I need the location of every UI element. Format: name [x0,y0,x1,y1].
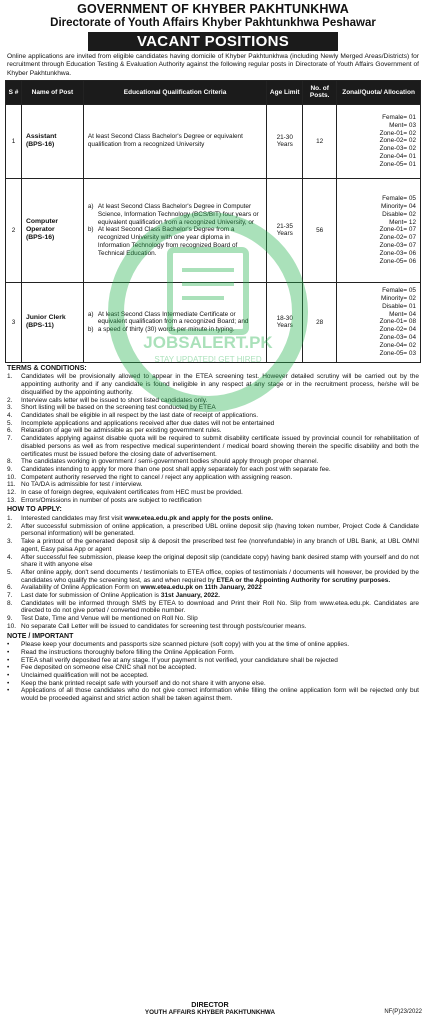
item-text: ETEA shall verify deposited fee at any stage. If your payment is not verified, your candidature shall be rejected [21,656,338,664]
item-text-part: Last date for submission of Online Application is [21,592,161,600]
item-text: Interview calls letter will be issued to short listed candidates only. [21,396,208,404]
item-text [21,515,419,523]
note-heading: NOTE / IMPORTANT [7,632,74,640]
how-to-apply-item [7,623,419,631]
column-header: Age Limit [267,80,303,104]
item-text-part: Interested candidates may first visit [21,515,125,523]
item-text: Unclaimed qualification will not be accepted. [21,671,149,679]
item-text [21,554,419,569]
terms-item [7,420,419,428]
item-text: No TA/DA is admissible for test / interview. [21,481,143,489]
note-item [7,687,419,702]
age-unit: Years [276,322,293,330]
posts-table [5,80,421,363]
terms-item [7,404,419,412]
quota-line: Zone-03= 06 [379,250,416,258]
quota-line: Disable= 02 [382,210,416,218]
terms-list [3,373,423,504]
qualification-item [88,311,262,327]
terms-item [7,481,419,489]
government-title: GOVERNMENT OF KHYBER PAKHTUNKHWA [77,2,349,16]
note-item [7,672,419,680]
how-to-apply-item [7,554,419,569]
item-text-part: Test Date, Time and Venue will be mentioned on Roll No. Slip [21,615,198,623]
age-range: 21-30 [276,134,293,142]
bullet-icon: • [7,664,10,672]
column-header: Educational Qualification Criteria [83,80,266,104]
item-number: 2. [7,396,13,404]
post-cell [21,282,83,362]
age-unit: Years [276,141,293,149]
item-text: Keep the bank printed receipt safe with yourself and do not share it with anyone else. [21,679,266,687]
qualification-item [88,203,262,227]
bullet-icon: • [7,679,10,687]
posts-count-cell: 28 [303,282,337,362]
post-scale: (BPS-11) [25,322,54,330]
qualification-list [88,203,262,258]
note-item [7,641,419,649]
qualification-list [88,133,262,149]
item-text: Short listing will be based on the screening test conducted by ETEA [21,404,216,412]
director-title: DIRECTOR [191,1000,229,1009]
item-number: 7. [7,435,13,443]
item-text: Read the instructions thoroughly before filling the Online Application Form. [21,648,235,656]
how-to-apply-item [7,515,419,523]
qualification-item [88,326,262,334]
watermark-tagline: STAY UPDATED! GET HIRED [154,355,262,364]
item-text: The candidates working in government / semi-government bodies should apply through proper channel. [21,458,319,466]
item-text-part: Candidates will be informed through SMS by ETEA to download and Print their Roll No. Slip from www.etea.edu.pk. Candidates are directed to do not give ported / converted mobile number. [21,599,419,615]
item-text: Errors/Omissions in number of posts are subject to rectification [21,496,202,504]
item-text [21,615,419,623]
item-text: Fee deposited on someone else CNIC shall not be accepted. [21,664,197,672]
vacant-positions-banner: VACANT POSITIONS [88,32,338,51]
bullet-icon: • [7,648,10,656]
note-item [7,657,419,665]
item-text: Candidates will be provisionally allowed to appear in the ETEA screening test. However detailed scrutiny will be carried out by the appointing authority and if any candidate is found ineligible in any respect at any stage or in the recruitment process, he/she will be disqualified by the appointing authority. [21,373,419,396]
reference-number: NF(P)23/2022 [384,1009,422,1015]
note-list [3,641,423,703]
quota-line: Female= 05 [382,286,416,294]
quota-line: Zone-04= 01 [379,153,416,161]
item-text-bold: ETEA or the Appointing Authority for scrutiny purposes. [216,576,391,584]
bullet-icon: • [7,687,10,695]
quota-line: Zone-02= 07 [379,234,416,242]
how-to-apply-heading: HOW TO APPLY: [7,506,62,514]
item-number: 3. [7,538,13,546]
quota-line: Ment= 03 [389,121,416,129]
qualification-cell [83,282,266,362]
terms-item [7,489,419,497]
age-cell [267,282,303,362]
quota-line: Zone-04= 02 [379,342,416,350]
serial-cell: 1 [6,104,22,178]
note-item [7,680,419,688]
qualification-marker: a) [87,310,94,318]
quota-line: Female= 05 [382,194,416,202]
bullet-icon: • [7,641,10,649]
quota-line: Zone-03= 02 [379,145,416,153]
quota-line: Minority= 02 [381,294,416,302]
age-unit: Years [276,230,293,238]
terms-item [7,435,419,458]
item-number: 3. [7,404,13,412]
terms-item [7,458,419,466]
quota-line: Zone-01= 07 [379,226,416,234]
how-to-apply-item [7,615,419,623]
table-row [6,178,421,282]
item-text-bold: www.etea.edu.pk on 11th January, 2022 [140,584,262,592]
item-number: 6. [7,427,13,435]
age-cell [267,104,303,178]
quota-line: Zone-01= 02 [379,129,416,137]
quota-line: Zone-03= 07 [379,242,416,250]
quota-line: Female= 01 [382,113,416,121]
item-text: In case of foreign degree, equivalent certificates from HEC must be provided. [21,489,243,497]
watermark-text: JOBSALERT.PK [143,333,273,352]
item-text: Candidates shall be eligible in all respect by the last date of receipt of applications. [21,412,259,419]
item-number: 5. [7,419,13,427]
quota-cell [337,104,421,178]
item-number: 6. [7,584,13,592]
terms-item [7,466,419,474]
qualification-item [88,226,262,258]
qualification-text: a speed of thirty (30) words per minute in typing. [97,326,235,334]
quota-line: Zone-02= 02 [379,137,416,145]
item-text [21,538,419,553]
column-header: Zonal/Quota/ Allocation [337,80,421,104]
item-text-bold: www.etea.edu.pk and apply for the posts online. [124,515,273,523]
quota-line: Zone-03= 04 [379,334,416,342]
table-row [6,104,421,178]
how-to-apply-list [3,515,423,631]
age-range: 18-30 [276,315,293,323]
qualification-text: At least Second Class Intermediate Certificate or equivalent qualification from a recognized Board; and [97,310,249,326]
item-text [21,584,419,592]
item-text [21,523,419,538]
terms-heading: TERMS & CONDITIONS: [7,364,87,372]
table-header-row [6,80,421,104]
item-number: 9. [7,465,13,473]
post-name: Computer Operator [25,218,59,234]
item-number: 4. [7,553,13,561]
column-header: S # [6,80,22,104]
item-text: Please keep your documents and passports size scanned picture (soft copy) with you at the time of online applies. [21,641,350,649]
qualification-marker: b) [87,226,94,234]
terms-item [7,397,419,405]
item-number: 9. [7,615,13,623]
terms-item [7,474,419,482]
item-number: 4. [7,412,13,419]
table-body [6,104,421,362]
quota-line: Zone-05= 03 [379,350,416,358]
quota-line: Zone-01= 08 [379,318,416,326]
quota-cell [337,282,421,362]
qualification-cell [83,104,266,178]
item-text-part: Take a printout of the generated deposit slip & deposit the prescribed test fee (nonrefundable) in any branch of UBL Bank, at UBL OMNI agent, Easy paisa App or agent [21,538,419,553]
item-number: 12. [7,489,17,497]
item-number: 8. [7,599,13,607]
item-number: 2. [7,522,13,530]
item-text: Relaxation of age will be admissible as per existing government rules. [21,427,222,435]
item-text [21,600,419,615]
item-text-bold: 31st January, 2022. [160,592,220,600]
item-text: Competent authority reserved the right to cancel / reject any application with assigning reason. [21,473,293,481]
item-text [21,569,419,584]
terms-item [7,497,419,505]
post-name: Junior Clerk [25,314,66,322]
post-name: Assistant [25,133,57,141]
qualification-cell [83,178,266,282]
how-to-apply-item [7,584,419,592]
serial-cell: 2 [6,178,22,282]
qualification-text: At least Second Class Bachelor's Degree or equivalent qualification from a recognized University [87,133,243,149]
posts-count-cell: 12 [303,104,337,178]
post-scale: (BPS-16) [25,234,55,242]
how-to-apply-item [7,569,419,584]
terms-item [7,373,419,396]
item-number: 13. [7,496,17,504]
how-to-apply-item [7,600,419,615]
quota-line: Ment= 04 [389,310,416,318]
item-number: 1. [7,373,13,381]
posts-count-cell: 56 [303,178,337,282]
table-row [6,282,421,362]
item-number: 7. [7,592,13,600]
item-text-part: After successful submission of online application, a prescribed UBL online deposit slip (having token number, Project Code & Candidate personal information) will be generated. [21,522,419,538]
column-header: No. of Posts. [303,80,337,104]
quota-line: Ment= 12 [389,218,416,226]
item-text: Candidates intending to apply for more than one post shall apply separately for each post with separate fee. [21,465,331,473]
note-item [7,649,419,657]
item-text: Applications of all those candidates who do not give correct information while filling the online application form will be rejected only but would be proceeded against and strict action shall be taken against them. [21,687,419,703]
directorate-signature: YOUTH AFFAIRS KHYBER PAKHTUNKHWA [144,1009,276,1016]
intro-paragraph: Online applications are invited from eligible candidates having domicile of Khyber Pakhtunkhwa (including Newly Merged Areas/Districts) for recruitment through Education Testing & Evaluation Authority against the following regular posts in Directorate of Youth Affairs Government of Khyber Pakhtunkhwa. [7,53,419,77]
post-cell [21,104,83,178]
item-text [21,623,419,631]
item-text-part: No separate Call Letter will be issued to candidates for screening test through posts/courier means. [21,622,307,630]
serial-cell: 3 [6,282,22,362]
directorate-title: Directorate of Youth Affairs Khyber Pakhtunkhwa Peshawar [50,17,376,29]
item-number: 8. [7,458,13,466]
qualification-list [88,311,262,335]
quota-line: Zone-05= 06 [379,258,416,266]
note-item [7,664,419,672]
age-range: 21-35 [276,223,293,231]
how-to-apply-item [7,592,419,600]
item-text: Candidates applying against disable quota will be required to submit disability certificate issued by provincial council for rehabilitation of disabled persons as well as from respective medical superintendent / medical board showing therein the specific disability and both the certificates must be issued before the closing date of advertisement. [21,435,419,458]
item-number: 10. [7,622,17,630]
item-text-part: After online apply, don't send documents / testimonials to ETEA office, copies of testimonials / documents will however, be provided by the candidates who qualify the screening test, as and when required by [21,568,419,584]
bullet-icon: • [7,671,10,679]
terms-item [7,412,419,420]
quota-line: Minority= 04 [381,202,416,210]
quota-line: Disable= 01 [382,302,416,310]
how-to-apply-item [7,538,419,553]
advertisement [3,2,423,1022]
how-to-apply-item [7,523,419,538]
quota-line: Zone-02= 04 [379,326,416,334]
qualification-item [88,133,262,149]
bullet-icon: • [7,656,10,664]
qualification-text: At least Second Class Bachelor's Degree from a recognized University with one year diploma in Information Technology from recognized Board of Technical Education. [97,226,238,258]
age-cell [267,178,303,282]
post-cell [21,178,83,282]
item-number: 5. [7,568,13,576]
item-number: 11. [7,481,16,489]
qualification-marker: a) [87,202,94,210]
qualification-text: At least Second Class Bachelor's Degree in Computer Science, Information Technology (BCS/BIT) four years or equivalent qualification from a recognized University, or [97,202,259,226]
item-text: Incomplete applications and applications received after due dates will not be entertained [21,419,275,427]
terms-item [7,427,419,435]
item-text-part: Availability of Online Application Form on [21,584,141,592]
item-text [21,592,419,600]
post-scale: (BPS-16) [25,141,55,149]
qualification-marker: b) [87,326,94,334]
item-number: 1. [7,515,13,523]
item-text-part: After successful fee submission, please keep the original deposit slip (candidate copy) having bank desired stamp with yourself and do not share it with anyone else [21,553,419,569]
quota-line: Zone-05= 01 [379,161,416,169]
quota-cell [337,178,421,282]
item-number: 10. [7,473,17,481]
column-header: Name of Post [21,80,83,104]
